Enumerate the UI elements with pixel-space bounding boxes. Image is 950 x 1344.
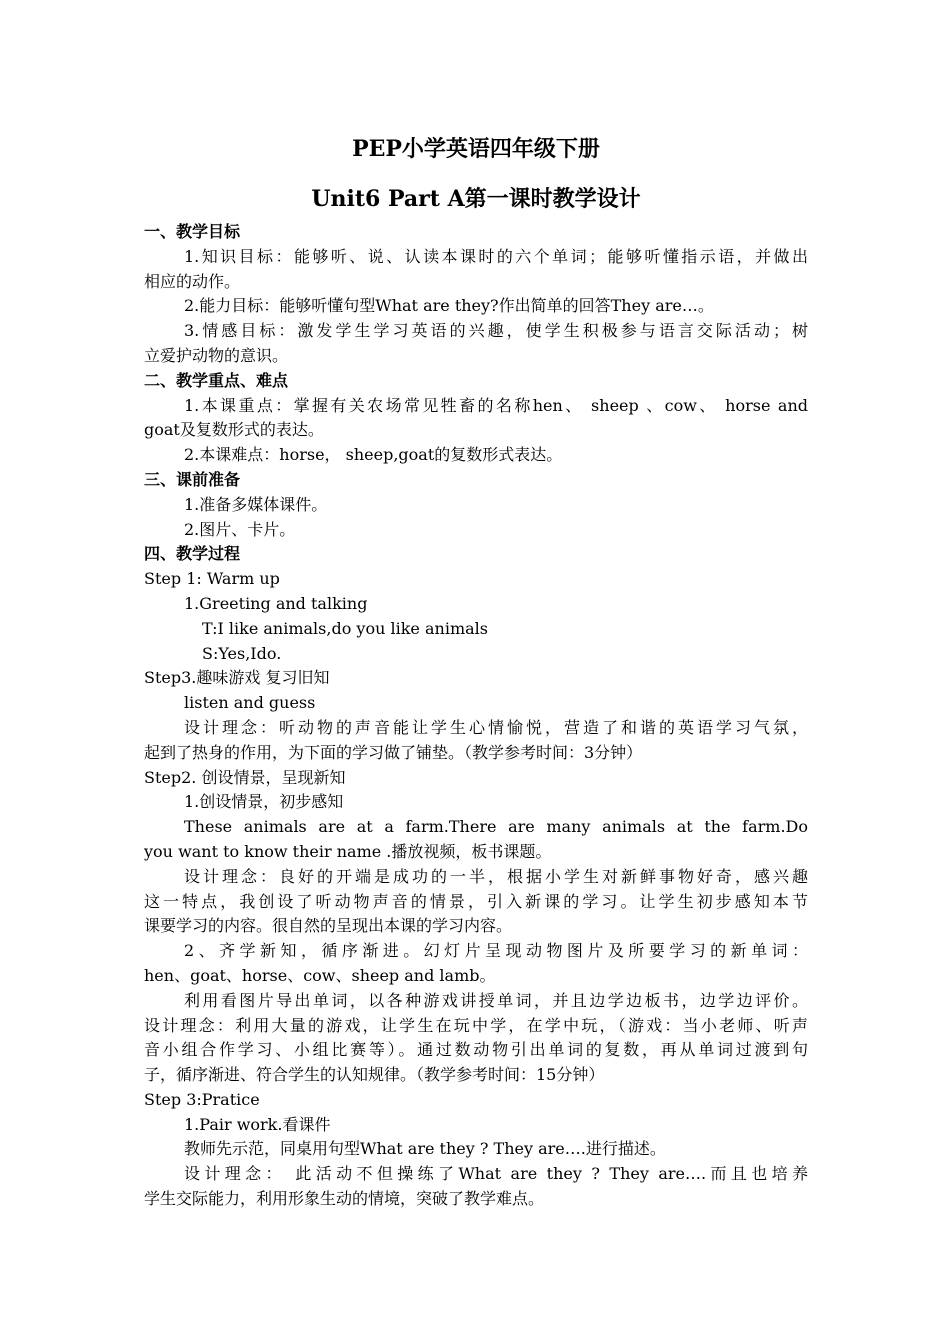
section-heading: 四、教学过程 [144,544,241,564]
document-body [144,134,808,1212]
paragraph-line: hen、goat、horse、cow、sheep and lamb。 [144,965,496,985]
paragraph-line: 相应的动作。 [144,271,241,291]
paragraph-line: 教师先示范，同桌用句型What are they ? They are….进行描述。 [184,1139,666,1159]
step-heading: Step2. 创设情景，呈现新知 [144,767,346,787]
document-title: PEP小学英语四年级下册 [352,136,600,162]
paragraph-line: 学生交际能力，利用形象生动的情境，突破了教学难点。 [144,1189,545,1209]
paragraph-line: 设计理念：良好的开端是成功的一半，根据小学生对新鲜事物好奇，感兴趣 [184,866,808,886]
paragraph-line: you want to know their name .播放视频，板书课题。 [144,841,552,861]
paragraph-line: 2.图片、卡片。 [184,519,296,539]
paragraph-line: These animals are at a farm.There are many animals at the farm.Do [184,817,808,837]
paragraph-line: 设计理念： 此活动不但操练了What are they ? They are….而且也培养 [184,1164,808,1184]
paragraph-line: 1.创设情景，初步感知 [184,792,344,812]
paragraph-line: 设计理念：听动物的声音能让学生心情愉悦，营造了和谐的英语学习气氛， [184,717,808,737]
document-subtitle: Unit6 Part A第一课时教学设计 [311,186,641,212]
paragraph-line: 利用看图片导出单词，以各种游戏讲授单词，并且边学边板书，边学边评价。 [184,990,808,1010]
paragraph-line: 1.Greeting and talking [184,593,368,613]
section-heading: 二、教学重点、难点 [144,370,289,390]
step-heading: Step 3:Pratice [144,1089,260,1109]
paragraph-line: 课要学习的内容。很自然的呈现出本课的学习内容。 [144,916,513,936]
paragraph-line: 起到了热身的作用，为下面的学习做了铺垫。（教学参考时间：3分钟） [144,742,643,762]
paragraph-line: 2、齐学新知，循序渐进。幻灯片呈现动物图片及所要学习的新单词： [184,941,808,961]
section-heading: 一、教学目标 [144,222,241,241]
paragraph-line: 立爱护动物的意识。 [144,345,289,365]
dialogue-line: S:Yes,Ido. [202,643,282,663]
step-heading: Step3.趣味游戏 复习旧知 [144,668,330,688]
step-heading: Step 1: Warm up [144,569,280,589]
paragraph-line: 音小组合作学习、小组比赛等）。通过数动物引出单词的复数，再从单词过渡到句 [144,1040,808,1060]
paragraph-line: 2.能力目标：能够听懂句型What are they?作出简单的回答They are…。 [184,296,714,316]
paragraph-line: 1.本课重点：掌握有关农场常见牲畜的名称hen、 sheep 、cow、 horse and [184,395,808,415]
paragraph-line: listen and guess [184,693,316,713]
paragraph-line: 1.知识目标：能够听、说、认读本课时的六个单词；能够听懂指示语，并做出 [184,246,808,266]
section-heading: 三、课前准备 [144,469,241,489]
dialogue-line: T:I like animals,do you like animals [202,618,488,638]
paragraph-line: 设计理念：利用大量的游戏，让学生在玩中学，在学中玩，（游戏：当小老师、听声 [144,1015,808,1035]
paragraph-line: 3.情感目标：激发学生学习英语的兴趣，使学生积极参与语言交际活动；树 [184,321,808,341]
paragraph-line: 这一特点，我创设了听动物声音的情景，引入新课的学习。让学生初步感知本节 [144,891,808,911]
paragraph-line: goat及复数形式的表达。 [144,420,324,440]
paragraph-line: 2.本课难点：horse， sheep,goat的复数形式表达。 [184,445,563,465]
paragraph-line: 1.准备多媒体课件。 [184,494,328,514]
paragraph-line: 子，循序渐进、符合学生的认知规律。（教学参考时间：15分钟） [144,1065,605,1085]
paragraph-line: 1.Pair work.看课件 [184,1114,331,1134]
